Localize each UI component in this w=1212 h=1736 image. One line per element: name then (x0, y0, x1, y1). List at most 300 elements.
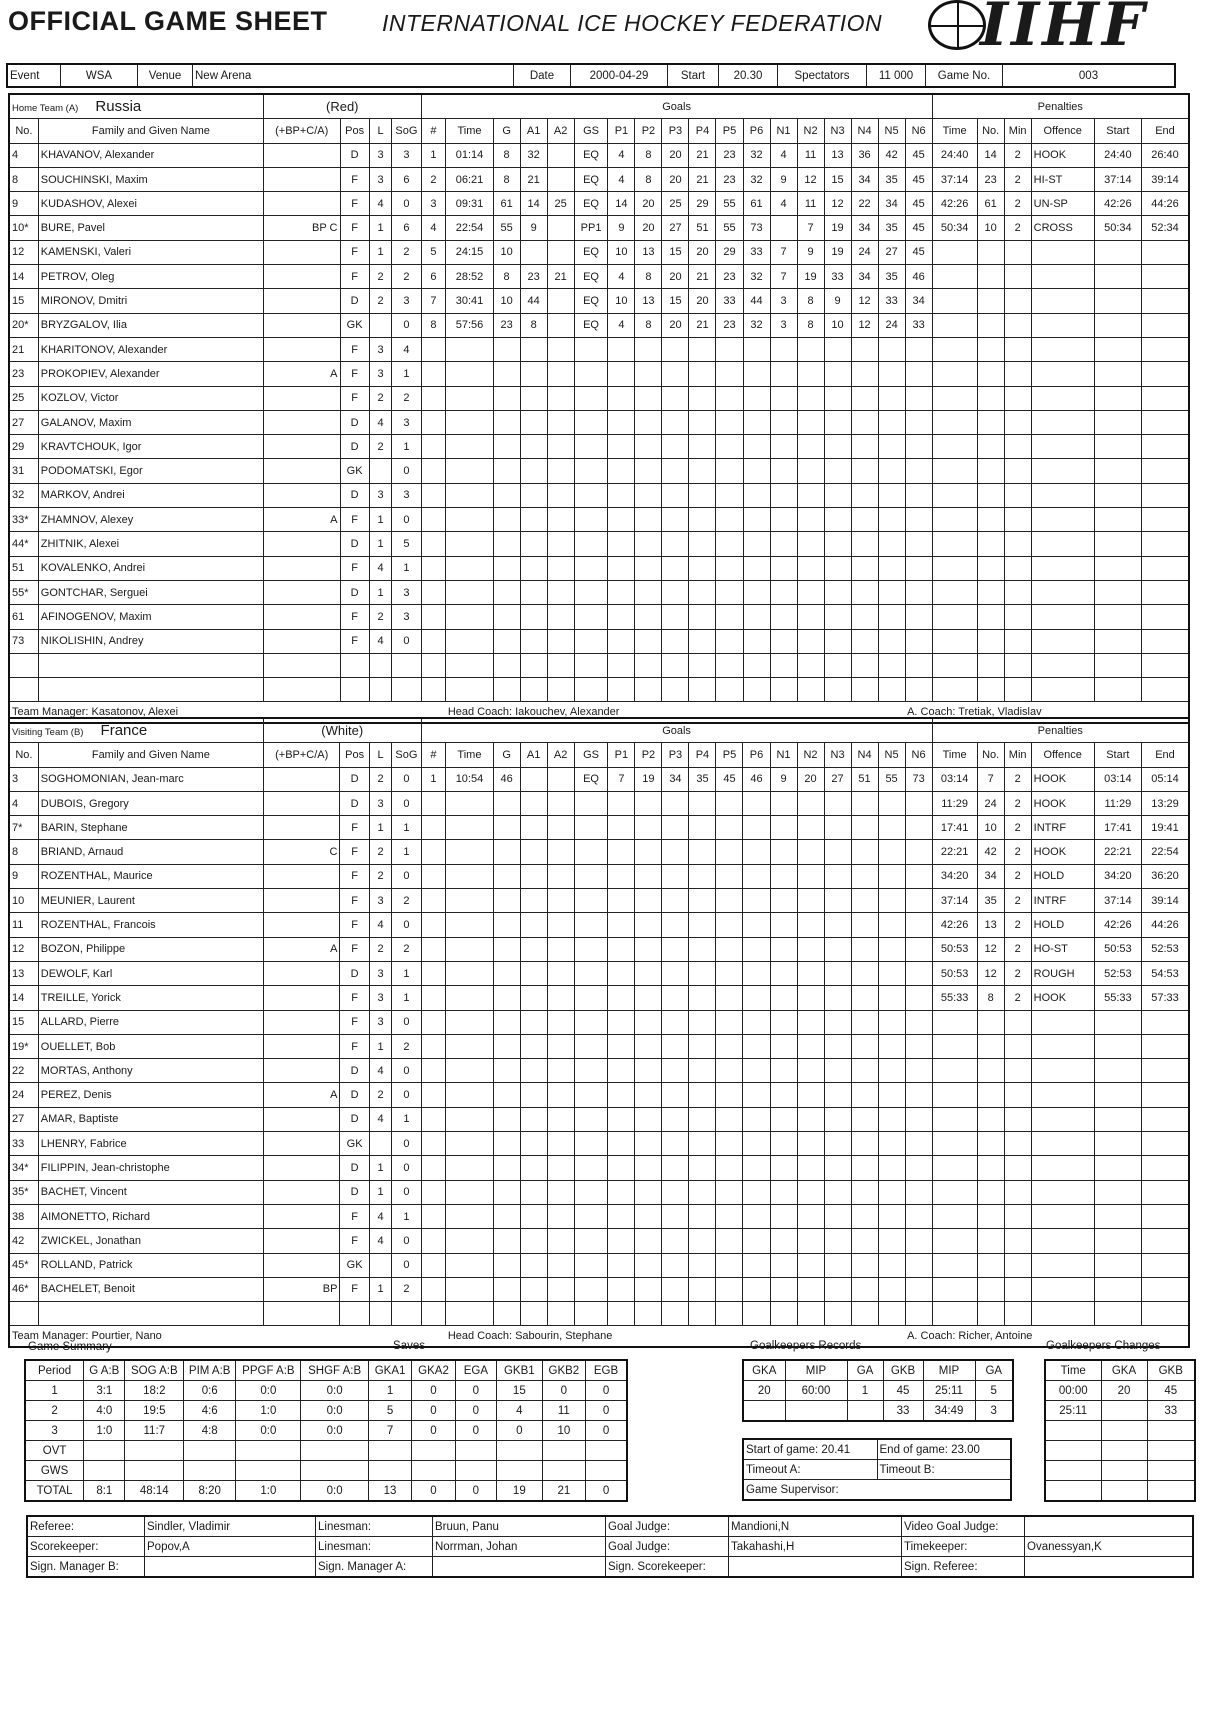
penalty-cell: ROUGH (1031, 961, 1094, 985)
table-row (9, 1107, 1189, 1131)
goal-cell (797, 913, 824, 937)
penalty-cell (1004, 289, 1031, 313)
goal-cell (743, 653, 770, 677)
goal-cell: 6 (421, 265, 446, 289)
player-role (263, 459, 340, 483)
penalty-cell: HOLD (1031, 864, 1094, 888)
table-cell (1101, 1441, 1147, 1461)
player-name: BARIN, Stephane (38, 816, 263, 840)
goal-cell (608, 1204, 635, 1228)
goal-cell (743, 1010, 770, 1034)
table-cell: 0:0 (301, 1381, 368, 1401)
penalty-cell: HOOK (1031, 767, 1094, 791)
goal-cell (520, 1156, 547, 1180)
player-name: FILIPPIN, Jean-christophe (38, 1156, 263, 1180)
table-row (1045, 1381, 1195, 1401)
goal-cell (716, 532, 743, 556)
goal-cell (574, 605, 608, 629)
goal-cell (689, 1204, 716, 1228)
goal-cell (824, 1107, 851, 1131)
player-role (263, 386, 340, 410)
penalty-cell (932, 1302, 977, 1326)
goal-cell (905, 435, 932, 459)
table-cell: 48:14 (125, 1481, 184, 1502)
table-cell: 20 (743, 1381, 785, 1401)
goal-cell (547, 961, 574, 985)
goal-cell (878, 435, 905, 459)
column-header: GKA (1101, 1360, 1147, 1381)
goal-cell (520, 629, 547, 653)
player-role (263, 192, 340, 216)
penalty-cell (1142, 532, 1190, 556)
table-cell (1045, 1481, 1101, 1502)
goal-cell (635, 913, 662, 937)
goal-cell (878, 1229, 905, 1253)
player-sog: 1 (392, 961, 421, 985)
penalty-cell (1094, 556, 1141, 580)
goal-cell (770, 1107, 797, 1131)
goal-cell (851, 483, 878, 507)
goal-cell (662, 889, 689, 913)
goal-cell: EQ (574, 289, 608, 313)
player-name: ROLLAND, Patrick (38, 1253, 263, 1277)
player-line: 3 (369, 961, 392, 985)
player-number: 9 (9, 864, 38, 888)
table-cell (412, 1461, 455, 1481)
penalty-cell (932, 1132, 977, 1156)
goal-cell: PP1 (574, 216, 608, 240)
goal-cell (520, 410, 547, 434)
goal-cell (608, 1010, 635, 1034)
goal-cell: 27 (878, 240, 905, 264)
penalty-cell: 2 (1004, 192, 1031, 216)
goal-cell (851, 791, 878, 815)
goal-cell: 10 (493, 289, 520, 313)
goal-cell (662, 629, 689, 653)
goal-cell (878, 986, 905, 1010)
table-cell: 0 (455, 1381, 496, 1401)
player-name (38, 653, 263, 677)
player-sog: 2 (392, 889, 421, 913)
penalty-cell: 34:20 (932, 864, 977, 888)
player-sog (392, 653, 421, 677)
goal-cell: 55 (716, 216, 743, 240)
goal-cell (797, 580, 824, 604)
player-number: 20* (9, 313, 38, 337)
goal-cell (878, 1253, 905, 1277)
player-number: 22 (9, 1059, 38, 1083)
penalty-cell (1094, 508, 1141, 532)
table-row (9, 240, 1189, 264)
goal-cell (743, 1059, 770, 1083)
penalty-cell: 8 (977, 986, 1004, 1010)
goal-cell (689, 1059, 716, 1083)
goal-cell: 29 (689, 192, 716, 216)
goal-cell: 28:52 (446, 265, 493, 289)
penalty-cell: 2 (1004, 167, 1031, 191)
goal-cell (770, 1253, 797, 1277)
goal-cell (824, 889, 851, 913)
penalty-cell (1094, 1010, 1141, 1034)
table-row (9, 532, 1189, 556)
goal-cell (421, 629, 446, 653)
player-line: 2 (369, 840, 392, 864)
goal-cell (493, 459, 520, 483)
goal-cell (520, 1204, 547, 1228)
goal-cell (716, 1083, 743, 1107)
player-line: 4 (369, 1204, 392, 1228)
penalty-cell (1094, 1059, 1141, 1083)
goal-cell (547, 937, 574, 961)
penalty-cell (1004, 678, 1031, 702)
goal-cell: 8 (493, 265, 520, 289)
penalty-cell (1031, 678, 1094, 702)
penalty-cell (1031, 410, 1094, 434)
penalty-cell: 7 (977, 767, 1004, 791)
team-name: France (100, 722, 148, 740)
player-role (263, 410, 340, 434)
penalty-cell: 61 (977, 192, 1004, 216)
penalty-cell: 14 (977, 143, 1004, 167)
player-name: SOGHOMONIAN, Jean-marc (38, 767, 263, 791)
goal-cell: 21 (689, 167, 716, 191)
player-number: 27 (9, 410, 38, 434)
goal-cell (824, 1010, 851, 1034)
goal-cell (547, 1277, 574, 1301)
goal-cell (851, 1156, 878, 1180)
goal-cell (493, 1277, 520, 1301)
event-value: WSA (61, 64, 138, 87)
player-position: D (340, 143, 369, 167)
player-number: 10* (9, 216, 38, 240)
column-header: Time (1045, 1360, 1101, 1381)
goal-cell (770, 556, 797, 580)
player-position: D (340, 1059, 369, 1083)
table-cell: TOTAL (25, 1481, 84, 1502)
goal-col-header: P1 (608, 119, 635, 143)
goal-cell (421, 362, 446, 386)
player-name: ZHITNIK, Alexei (38, 532, 263, 556)
goal-cell (547, 313, 574, 337)
player-sog: 4 (392, 337, 421, 361)
goal-col-header: P4 (689, 743, 716, 767)
penalty-cell: 12 (977, 961, 1004, 985)
goal-cell (421, 913, 446, 937)
player-line: 1 (369, 1180, 392, 1204)
goal-cell: 27 (824, 767, 851, 791)
goal-cell (797, 1059, 824, 1083)
table-cell (412, 1441, 455, 1461)
goal-cell (662, 913, 689, 937)
goal-cell (493, 508, 520, 532)
goal-cell: 19 (824, 216, 851, 240)
goal-cell (743, 864, 770, 888)
player-position: F (340, 1277, 369, 1301)
goal-cell (716, 459, 743, 483)
goal-cell (520, 508, 547, 532)
table-row (9, 605, 1189, 629)
player-line: 2 (369, 289, 392, 313)
table-row (9, 483, 1189, 507)
table-cell: 33 (1147, 1401, 1195, 1421)
player-sog: 2 (392, 265, 421, 289)
player-position: GK (340, 1253, 369, 1277)
goal-cell: 9 (797, 240, 824, 264)
sign-referee-label: Sign. Referee: (902, 1557, 1025, 1578)
goal-cell (547, 1132, 574, 1156)
table-row (1045, 1441, 1195, 1461)
penalty-cell: 26:40 (1142, 143, 1190, 167)
player-name: KAMENSKI, Valeri (38, 240, 263, 264)
goal-cell (662, 483, 689, 507)
sign-manager-a-label: Sign. Manager A: (316, 1557, 433, 1578)
goal-cell (493, 937, 520, 961)
penalty-cell (1094, 1083, 1141, 1107)
goal-cell (662, 1107, 689, 1131)
penalty-col-header: Time (932, 743, 977, 767)
penalty-cell (1031, 1107, 1094, 1131)
player-number: 45* (9, 1253, 38, 1277)
goal-cell (547, 362, 574, 386)
penalty-cell: 22:21 (1094, 840, 1141, 864)
penalty-cell (1004, 1156, 1031, 1180)
col-sog: SoG (392, 743, 421, 767)
penalty-cell (1004, 1132, 1031, 1156)
player-role: A (263, 362, 340, 386)
penalty-cell: 13:29 (1141, 791, 1189, 815)
goal-cell: 1 (421, 143, 446, 167)
goal-cell (905, 840, 932, 864)
goal-cell (905, 653, 932, 677)
goal-cell: 10 (824, 313, 851, 337)
player-position: F (340, 986, 369, 1010)
penalty-col-header: Time (932, 119, 977, 143)
penalty-cell (1004, 386, 1031, 410)
date-label: Date (514, 64, 571, 87)
player-line: 2 (369, 937, 392, 961)
penalty-cell (1141, 1059, 1189, 1083)
goal-cell (574, 1180, 608, 1204)
table-cell: 0 (497, 1421, 543, 1441)
player-role (263, 265, 340, 289)
player-position: F (340, 192, 369, 216)
goal-cell: EQ (574, 265, 608, 289)
goal-cell (905, 483, 932, 507)
player-sog: 1 (392, 556, 421, 580)
player-role (263, 1059, 340, 1083)
goal-col-header: A2 (547, 119, 574, 143)
goal-cell (547, 1156, 574, 1180)
col-line: L (369, 743, 392, 767)
penalty-cell (1031, 532, 1094, 556)
goal-cell (421, 816, 446, 840)
player-sog: 0 (392, 192, 421, 216)
goal-cell: 2 (421, 167, 446, 191)
goal-cell (905, 1083, 932, 1107)
goal-cell (421, 1083, 446, 1107)
goal-cell (574, 840, 608, 864)
player-sog: 0 (392, 313, 421, 337)
table-cell: 0 (412, 1381, 455, 1401)
penalty-cell: 11:29 (932, 791, 977, 815)
player-line: 3 (369, 337, 392, 361)
goal-cell (608, 605, 635, 629)
goal-cell: 4 (608, 167, 635, 191)
penalty-cell (1004, 653, 1031, 677)
player-position (340, 1302, 369, 1326)
player-sog: 3 (392, 410, 421, 434)
goal-col-header: N5 (878, 743, 905, 767)
table-cell (368, 1441, 411, 1461)
goal-cell: 55 (493, 216, 520, 240)
goal-cell (878, 840, 905, 864)
goal-cell (878, 1107, 905, 1131)
goal-cell: 8 (520, 313, 547, 337)
goal-cell (635, 653, 662, 677)
goal-cell (689, 605, 716, 629)
column-header: SHGF A:B (301, 1360, 368, 1381)
goal-cell: 45 (905, 192, 932, 216)
goal-cell (770, 508, 797, 532)
player-line: 4 (369, 913, 392, 937)
player-line: 4 (369, 1059, 392, 1083)
goal-cell: 4 (608, 265, 635, 289)
goal-cell (547, 629, 574, 653)
goal-cell (635, 629, 662, 653)
player-role (263, 1229, 340, 1253)
goal-cell (743, 913, 770, 937)
player-position: D (340, 483, 369, 507)
goal-cell (797, 1010, 824, 1034)
video-judge-label: Video Goal Judge: (902, 1516, 1025, 1537)
table-row (9, 864, 1189, 888)
player-line: 3 (369, 483, 392, 507)
table-cell (368, 1461, 411, 1481)
player-name: LHENRY, Fabrice (38, 1132, 263, 1156)
penalty-cell (1094, 313, 1141, 337)
goal-cell (446, 1083, 493, 1107)
goal-cell (716, 1253, 743, 1277)
goal-cell: 09:31 (446, 192, 493, 216)
player-number: 10 (9, 889, 38, 913)
player-role (263, 986, 340, 1010)
player-role (263, 313, 340, 337)
penalty-cell (1004, 508, 1031, 532)
player-number (9, 1302, 38, 1326)
penalty-cell: 19:41 (1141, 816, 1189, 840)
player-line: 4 (369, 1107, 392, 1131)
goal-cell: 3 (421, 192, 446, 216)
player-position (340, 678, 369, 702)
goal-cell (421, 1132, 446, 1156)
player-sog: 0 (392, 791, 421, 815)
goal-cell: 33 (716, 289, 743, 313)
player-sog: 0 (392, 629, 421, 653)
goal-cell (770, 678, 797, 702)
goal-cell (770, 337, 797, 361)
goal-cell (851, 653, 878, 677)
goal-cell (851, 961, 878, 985)
goal-cell: 9 (608, 216, 635, 240)
goal-cell (878, 410, 905, 434)
goal-cell (608, 653, 635, 677)
penalty-cell: 10 (977, 216, 1004, 240)
penalty-cell (932, 1107, 977, 1131)
team-color: (Red) (263, 94, 421, 119)
goal-cell: 10 (608, 289, 635, 313)
player-name: AIMONETTO, Richard (38, 1204, 263, 1228)
goal-cell: 11 (797, 192, 824, 216)
goal-cell (797, 1302, 824, 1326)
goal-cell (797, 532, 824, 556)
player-line: 1 (369, 1277, 392, 1301)
penalty-cell: 42:26 (932, 192, 977, 216)
player-number: 11 (9, 913, 38, 937)
goal-cell (446, 605, 493, 629)
table-cell: 33 (883, 1401, 923, 1422)
penalty-cell (932, 1156, 977, 1180)
penalty-cell (977, 508, 1004, 532)
player-position: D (340, 767, 369, 791)
penalty-cell (1031, 1229, 1094, 1253)
player-position: F (340, 508, 369, 532)
goal-cell (824, 1204, 851, 1228)
player-sog: 2 (392, 1277, 421, 1301)
goal-cell (608, 1059, 635, 1083)
goal-cell (716, 556, 743, 580)
goal-cell (770, 459, 797, 483)
goal-cell: 19 (824, 240, 851, 264)
player-name: OUELLET, Bob (38, 1034, 263, 1058)
player-sog: 0 (392, 767, 421, 791)
table-cell: 13 (368, 1481, 411, 1502)
column-header: GKA1 (368, 1360, 411, 1381)
player-name: PETROV, Oleg (38, 265, 263, 289)
goal-cell (493, 532, 520, 556)
goal-cell (824, 1253, 851, 1277)
penalty-cell: 44:26 (1142, 192, 1190, 216)
goal-cell (716, 937, 743, 961)
penalty-col-header: Min (1004, 743, 1031, 767)
penalty-cell: HOLD (1031, 913, 1094, 937)
goal-cell (421, 937, 446, 961)
game-supervisor: Game Supervisor: (743, 1480, 1011, 1501)
goal-cell (493, 840, 520, 864)
goal-cell (716, 1034, 743, 1058)
col-sog: SoG (392, 119, 421, 143)
penalty-cell (1031, 1132, 1094, 1156)
goal-cell: 9 (520, 216, 547, 240)
goal-cell (446, 459, 493, 483)
goal-col-header: # (421, 119, 446, 143)
goal-cell (824, 961, 851, 985)
goal-cell (797, 435, 824, 459)
goal-cell (421, 653, 446, 677)
goal-cell (547, 889, 574, 913)
table-row (9, 986, 1189, 1010)
goal-cell (547, 653, 574, 677)
penalty-cell (932, 240, 977, 264)
penalty-cell (932, 1204, 977, 1228)
goal-cell (421, 1204, 446, 1228)
goal-cell (770, 816, 797, 840)
player-number: 23 (9, 362, 38, 386)
goal-cell (770, 961, 797, 985)
player-position: F (340, 265, 369, 289)
penalty-cell: 24 (977, 791, 1004, 815)
goal-col-header: P4 (689, 119, 716, 143)
goal-cell: 8 (797, 289, 824, 313)
